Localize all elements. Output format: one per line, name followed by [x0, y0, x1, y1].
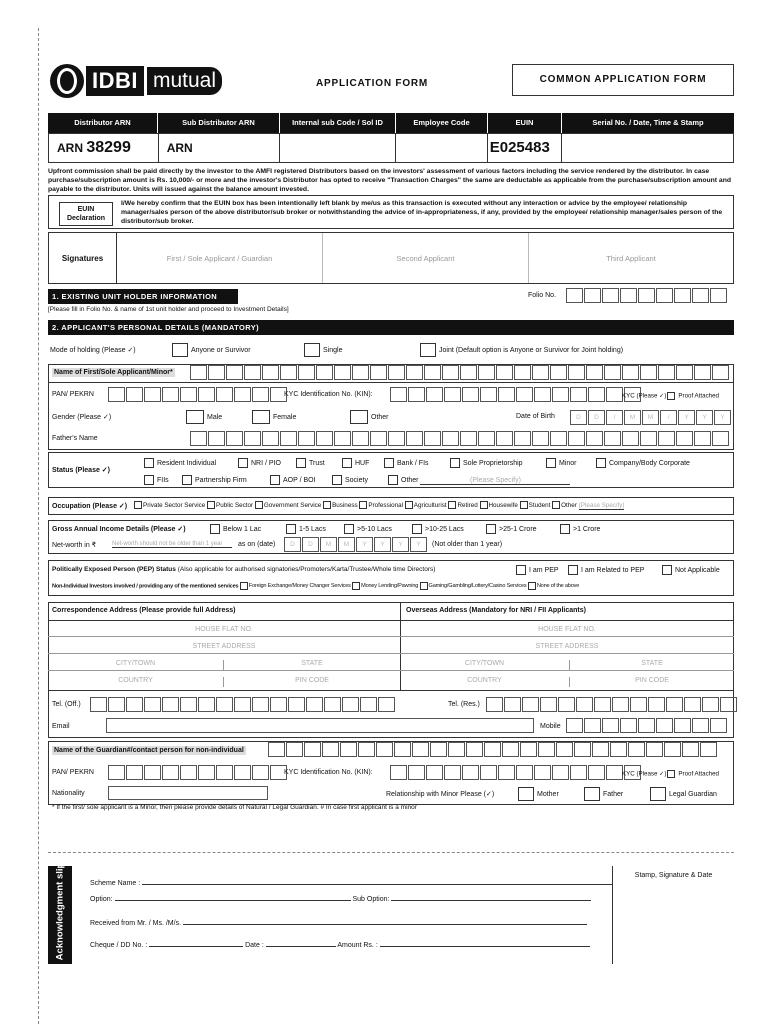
- kin-cells[interactable]: [390, 387, 642, 402]
- col-serial-no: Serial No. / Date, Time & Stamp: [592, 118, 704, 127]
- status-partnership[interactable]: [182, 475, 247, 485]
- income-below1-label: Below 1 Lac: [223, 525, 262, 533]
- guardian-name-label: Name of the Guardian#/contact person for non-individual: [54, 747, 244, 754]
- pep-yes[interactable]: [516, 565, 559, 575]
- income-5-10[interactable]: [344, 524, 392, 534]
- date-cell: D: [284, 537, 301, 552]
- female-label: Female: [273, 413, 297, 421]
- date-cell: Y: [392, 537, 409, 552]
- corr-city-field[interactable]: CITY/TOWN: [48, 660, 224, 671]
- sub-option-input[interactable]: [391, 900, 591, 901]
- guardian-kin-cells[interactable]: [390, 765, 642, 780]
- occ-retired-label: Retired: [457, 501, 478, 509]
- stamp-area[interactable]: [612, 866, 734, 964]
- folio-cells[interactable]: [566, 288, 728, 303]
- occ-business-label: Business: [332, 501, 358, 509]
- rel-legal-guardian-label: Legal Guardian: [669, 790, 717, 798]
- divider: [48, 620, 734, 621]
- signature-third-applicant[interactable]: Third Applicant: [606, 253, 656, 263]
- option-input[interactable]: [115, 900, 351, 901]
- mode-joint-label: Joint (Default option is Anyone or Survivor for Joint holding): [439, 346, 624, 354]
- guardian-name-cells[interactable]: [268, 742, 718, 757]
- relationship-label: Relationship with Minor Please (✓): [386, 791, 495, 798]
- mobile-cells[interactable]: [566, 718, 728, 733]
- father-name-label: Father's Name: [52, 435, 98, 442]
- status-resident[interactable]: [144, 458, 216, 468]
- occ-public-label: Public Sector: [216, 501, 254, 509]
- status-fii-label: FIIs: [157, 476, 169, 484]
- dob-cell: D: [570, 410, 587, 425]
- non-individual-row: [52, 582, 579, 590]
- corr-country-field[interactable]: COUNTRY: [48, 677, 224, 687]
- mode-anyone-option[interactable]: [172, 343, 251, 357]
- non-individual-label: Non-Individual Investors involved / providing any of the mentioned services: [52, 583, 239, 590]
- euin-field[interactable]: E025483: [488, 134, 562, 162]
- employee-code-field[interactable]: [396, 134, 488, 162]
- euin-declaration-box[interactable]: [59, 202, 113, 226]
- tel-off-label: Tel. (Off.): [52, 701, 81, 708]
- occupation-label: Occupation (Please ✓): [52, 503, 128, 510]
- ack-date-input[interactable]: [266, 946, 336, 947]
- date-cell: D: [302, 537, 319, 552]
- gender-female-option[interactable]: [252, 410, 296, 424]
- col-employee-code: Employee Code: [396, 113, 488, 133]
- occ-other-label: Other: [561, 501, 577, 509]
- status-minor-label: Minor: [559, 459, 577, 467]
- income-1cr[interactable]: [560, 524, 600, 534]
- ack-scheme-row: [90, 880, 612, 887]
- pan-label: PAN/ PEKRN: [52, 391, 94, 398]
- section1-title: 1. EXISTING UNIT HOLDER INFORMATION: [48, 289, 238, 304]
- occ-government-label: Government Service: [263, 501, 322, 509]
- status-bank-label: Bank / FIs: [397, 459, 429, 467]
- occ-other-specify: (Please Specify): [578, 501, 625, 509]
- received-label: Received from Mr. / Ms. /M/s.: [90, 920, 182, 927]
- nonind-forex[interactable]: [240, 583, 351, 589]
- corr-pin-field[interactable]: PIN CODE: [295, 677, 329, 684]
- logo-mark-icon: [50, 64, 84, 98]
- ovs-house-field[interactable]: HOUSE FLAT NO.: [400, 626, 734, 637]
- occ-student[interactable]: [520, 502, 551, 509]
- status-nri-label: NRI / PIO: [251, 459, 281, 467]
- ack-option-row: [90, 896, 591, 903]
- divider: [48, 690, 734, 691]
- scheme-label: Scheme Name :: [90, 880, 141, 887]
- mode-single-label: Single: [323, 346, 343, 354]
- dob-cells[interactable]: [570, 410, 732, 425]
- kin-label: KYC Identification No. (KIN):: [284, 391, 373, 398]
- nonind-gaming[interactable]: [420, 583, 527, 589]
- gender-male-option[interactable]: [186, 410, 222, 424]
- sub-option-label: Sub Option:: [352, 896, 390, 903]
- occ-business[interactable]: [323, 502, 358, 509]
- date-cell: Y: [356, 537, 373, 552]
- status-company[interactable]: [596, 458, 690, 468]
- occ-other[interactable]: [552, 502, 624, 509]
- status-aop[interactable]: [270, 475, 316, 485]
- occ-student-label: Student: [528, 501, 551, 509]
- pep-na[interactable]: [662, 565, 720, 575]
- ack-cheque-row: [90, 942, 590, 949]
- date-cell: M: [320, 537, 337, 552]
- cut-line-horizontal: [48, 852, 734, 853]
- arn-label: ARN: [57, 141, 83, 155]
- pep-label: [52, 566, 435, 573]
- status-other-label: Other: [401, 476, 419, 484]
- guardian-proof-text: Proof Attached: [678, 770, 719, 778]
- tel-res-cells[interactable]: [486, 697, 738, 712]
- ovs-city-field[interactable]: CITY/TOWN: [400, 660, 570, 671]
- status-label: Status (Please ✓): [52, 467, 110, 474]
- dob-cell: M: [642, 410, 659, 425]
- occ-housewife[interactable]: [480, 502, 518, 509]
- gender-label: Gender (Please ✓): [52, 414, 112, 421]
- divider: [48, 382, 734, 383]
- income-10-25-label: >10-25 Lacs: [425, 525, 464, 533]
- nonind-none[interactable]: [528, 583, 579, 589]
- date-cell: Y: [410, 537, 427, 552]
- tel-off-cells[interactable]: [90, 697, 396, 712]
- signatures-block: [48, 232, 734, 284]
- occ-private[interactable]: [134, 502, 205, 509]
- common-application-form-box: [512, 64, 734, 96]
- gender-other-option[interactable]: [350, 410, 389, 424]
- date-cell: Y: [374, 537, 391, 552]
- guardian-kyc[interactable]: [622, 770, 719, 778]
- status-society-label: Society: [345, 476, 368, 484]
- income-1cr-label: >1 Crore: [573, 525, 601, 533]
- ovs-street-field[interactable]: STREET ADDRESS: [400, 643, 734, 654]
- status-society[interactable]: [332, 475, 368, 485]
- nonind-gaming-label: Gaming/Gambling/Lottery/Casino Services: [428, 583, 527, 590]
- euin-declaration-text: I/We hereby confirm that the EUIN box has been intentionally left blank by me/us as this transaction is executed without any interaction or advice by the employee/ relationship manager/sales person of the above distributor/sub broker or notwithstanding the advice of in-appropriateness, if any, provided by the employee/ relationship manager/sales person of the distributor/sub broker.: [121, 200, 723, 225]
- col-internal-sub-code: Internal sub Code / Sol ID: [280, 113, 396, 133]
- other-label: Other: [371, 413, 389, 421]
- occ-agriculturist-label: Agriculturist: [413, 501, 447, 509]
- application-form-title: APPLICATION FORM: [316, 78, 429, 89]
- guardian-kin-label: KYC Identification No. (KIN):: [284, 769, 373, 776]
- kyc-label[interactable]: [622, 392, 719, 400]
- ack-side-band: [48, 862, 72, 964]
- rel-father[interactable]: [584, 787, 623, 801]
- euin-declaration-block: [48, 195, 734, 229]
- signatures-label: Signatures: [49, 233, 117, 283]
- status-sole-prop[interactable]: [450, 458, 523, 468]
- pep-related-label: I am Related to PEP: [581, 566, 645, 574]
- occ-private-label: Private Sector Service: [143, 501, 206, 509]
- mode-anyone-label: Anyone or Survivor: [191, 346, 251, 354]
- ack-date-label: Date :: [245, 942, 264, 949]
- pan-cells[interactable]: [108, 387, 288, 402]
- pep-label-text: Politically Exposed Person (PEP) Status: [52, 566, 176, 573]
- income-label: Gross Annual Income Details (Please ✓): [52, 526, 186, 533]
- rel-legal-guardian[interactable]: [650, 787, 717, 801]
- male-label: Male: [207, 413, 223, 421]
- dob-cell: M: [624, 410, 641, 425]
- rel-mother[interactable]: [518, 787, 559, 801]
- status-partnership-label: Partnership Firm: [195, 476, 247, 484]
- arn-table-row: [48, 133, 734, 163]
- status-huf[interactable]: [342, 458, 369, 468]
- arn-table-header: [48, 113, 734, 133]
- ack-received-row: [90, 920, 587, 927]
- mobile-label: Mobile: [540, 723, 561, 730]
- occ-government[interactable]: [255, 502, 321, 509]
- dob-label: Date of Birth: [516, 413, 555, 420]
- income-1-5[interactable]: [286, 524, 326, 534]
- section1-note: [Please fill in Folio No. & name of 1st unit holder and proceed to Investment Details]: [48, 306, 289, 313]
- occ-professional-label: Professional: [368, 501, 404, 509]
- idbi-mutual-logo: [50, 62, 230, 100]
- status-company-label: Company/Body Corporate: [609, 459, 690, 467]
- status-resident-label: Resident Individual: [157, 459, 217, 467]
- amount-input[interactable]: [380, 946, 590, 947]
- income-1-5-label: 1-5 Lacs: [299, 525, 326, 533]
- status-nri[interactable]: [238, 458, 281, 468]
- col-euin: EUIN: [488, 113, 562, 133]
- cut-line-vertical: [38, 28, 39, 1024]
- income-5-10-label: >5-10 Lacs: [357, 525, 392, 533]
- email-input[interactable]: [106, 718, 534, 733]
- signature-second-applicant[interactable]: Second Applicant: [323, 233, 529, 283]
- status-fii[interactable]: [144, 475, 169, 485]
- ovs-country-field[interactable]: COUNTRY: [400, 677, 570, 687]
- pep-related[interactable]: [568, 565, 644, 575]
- cheque-input[interactable]: [149, 946, 243, 947]
- occ-retired[interactable]: [448, 502, 477, 509]
- income-25-1cr[interactable]: [486, 524, 537, 534]
- corr-state-field[interactable]: STATE: [224, 660, 400, 671]
- section2-title: 2. APPLICANT'S PERSONAL DETAILS (MANDATORY): [48, 320, 734, 335]
- dob-cell: Y: [678, 410, 695, 425]
- common-form-title: COMMON APPLICATION FORM: [539, 74, 707, 85]
- income-below1[interactable]: [210, 524, 261, 534]
- occ-agriculturist[interactable]: [405, 502, 447, 509]
- status-trust-label: Trust: [309, 459, 325, 467]
- nonind-forex-label: Foreign Exchange/Money Changer Services: [248, 583, 351, 590]
- not-older-note: (Not older than 1 year): [432, 541, 503, 548]
- dob-cell: /: [660, 410, 677, 425]
- status-aop-label: AOP / BOI: [283, 476, 316, 484]
- proof-attached-text: Proof Attached: [678, 392, 719, 400]
- rel-mother-label: Mother: [537, 790, 559, 798]
- income-25-1cr-label: >25-1 Crore: [499, 525, 537, 533]
- status-other[interactable]: [388, 475, 570, 485]
- nonind-lending[interactable]: [352, 583, 418, 589]
- nonind-none-label: None of the above: [536, 583, 580, 590]
- arn-value: 38299: [86, 139, 131, 156]
- nonind-lending-label: Money Lending/Pawning: [361, 583, 419, 590]
- status-sole-prop-label: Sole Proprietorship: [463, 459, 523, 467]
- stamp-label: Stamp, Signature & Date: [634, 872, 713, 879]
- occupation-options: [134, 501, 624, 510]
- networth-label: Net-worth in ₹: [52, 542, 97, 549]
- nationality-label: Nationality: [52, 790, 85, 797]
- occ-housewife-label: Housewife: [488, 501, 518, 509]
- father-name-cells[interactable]: [190, 431, 730, 446]
- as-on-label: as on (date): [238, 541, 276, 548]
- corr-street-field[interactable]: STREET ADDRESS: [48, 643, 400, 654]
- dob-cell: /: [606, 410, 623, 425]
- pep-na-label: Not Applicable: [675, 566, 720, 574]
- ack-side-label: Acknowledgment slip: [54, 862, 66, 961]
- sub-distributor-arn-field[interactable]: ARN: [159, 134, 281, 162]
- occ-professional[interactable]: [359, 502, 403, 509]
- euin-box-label: EUIN Declaration: [66, 206, 106, 222]
- email-label: Email: [52, 723, 70, 730]
- col-sub-distributor-arn: Sub Distributor ARN: [158, 113, 280, 133]
- dob-cell: Y: [696, 410, 713, 425]
- rel-father-label: Father: [603, 790, 624, 798]
- corr-house-field[interactable]: HOUSE FLAT NO.: [48, 626, 400, 637]
- distributor-arn-field[interactable]: [49, 134, 159, 162]
- guardian-pan-label: PAN/ PEKRN: [52, 769, 94, 776]
- date-cell: M: [338, 537, 355, 552]
- col-distributor-arn: Distributor ARN: [48, 113, 158, 133]
- logo-idbi-text: IDBI: [86, 66, 144, 96]
- nationality-input[interactable]: [108, 786, 268, 800]
- guardian-pan-cells[interactable]: [108, 765, 288, 780]
- mode-joint-option[interactable]: [420, 343, 623, 357]
- serial-no-field[interactable]: [562, 134, 733, 162]
- status-trust[interactable]: [296, 458, 325, 468]
- correspondence-address-label: Correspondence Address (Please provide full Address): [52, 607, 236, 614]
- mode-single-option[interactable]: [304, 343, 342, 357]
- option-label: Option:: [90, 896, 113, 903]
- name-cells[interactable]: [190, 365, 730, 380]
- received-input[interactable]: [183, 924, 587, 925]
- logo-mutual-text: mutual: [147, 67, 222, 95]
- status-bank[interactable]: [384, 458, 429, 468]
- networth-input[interactable]: Net-worth should not be older than 1 year: [112, 541, 232, 548]
- networth-date-cells[interactable]: [284, 537, 428, 552]
- ovs-state-field[interactable]: STATE: [570, 660, 734, 671]
- status-huf-label: HUF: [355, 459, 370, 467]
- folio-label: Folio No.: [528, 292, 557, 299]
- scheme-input[interactable]: [142, 884, 612, 885]
- income-10-25[interactable]: [412, 524, 464, 534]
- cheque-label: Cheque / DD No. :: [90, 942, 148, 949]
- tel-res-label: Tel. (Res.): [448, 701, 480, 708]
- mode-of-holding-label: Mode of holding (Please ✓): [50, 347, 136, 354]
- pep-note: (Also applicable for authorised signatories/Promoters/Karta/Trustee/Whole time Directors): [177, 566, 436, 573]
- status-minor[interactable]: [546, 458, 577, 468]
- name-label: Name of First/Sole Applicant/Minor*: [54, 369, 173, 376]
- ovs-pin-field[interactable]: PIN CODE: [635, 677, 669, 684]
- guardian-kyc-text: KYC (Please ✓): [622, 770, 667, 778]
- dob-cell: Y: [714, 410, 731, 425]
- dob-cell: D: [588, 410, 605, 425]
- upfront-commission-text: Upfront commission shall be paid directly by the investor to the AMFI registered Distributors based on the investors' assessment of various factors including the service rendered by the distributor. In case purchase/subscription amount is Rs. 10,000/- or more and the investor's Distributor has opted to receive "Transaction Charges" the same are deductable as applicable from the purchase/subscription amount and payable to the distributor. Units will issued against the balance amount invested.: [48, 168, 732, 193]
- signature-first-applicant[interactable]: First / Sole Applicant / Guardian: [117, 233, 323, 283]
- overseas-address-label: Overseas Address (Mandatory for NRI / FII Applicants): [406, 607, 586, 614]
- occ-public[interactable]: [207, 502, 253, 509]
- amount-label: Amount Rs. :: [337, 942, 378, 949]
- guardian-footnote: * If the first/ sole applicant is a Minor, then please provide details of Natural / Legal Guardian. # In case first applicant is a minor: [52, 804, 417, 811]
- internal-sub-code-field[interactable]: [280, 134, 396, 162]
- kyc-text: KYC (Please ✓): [622, 392, 667, 400]
- status-other-specify: (Please Specify): [420, 477, 570, 485]
- pep-yes-label: I am PEP: [529, 566, 559, 574]
